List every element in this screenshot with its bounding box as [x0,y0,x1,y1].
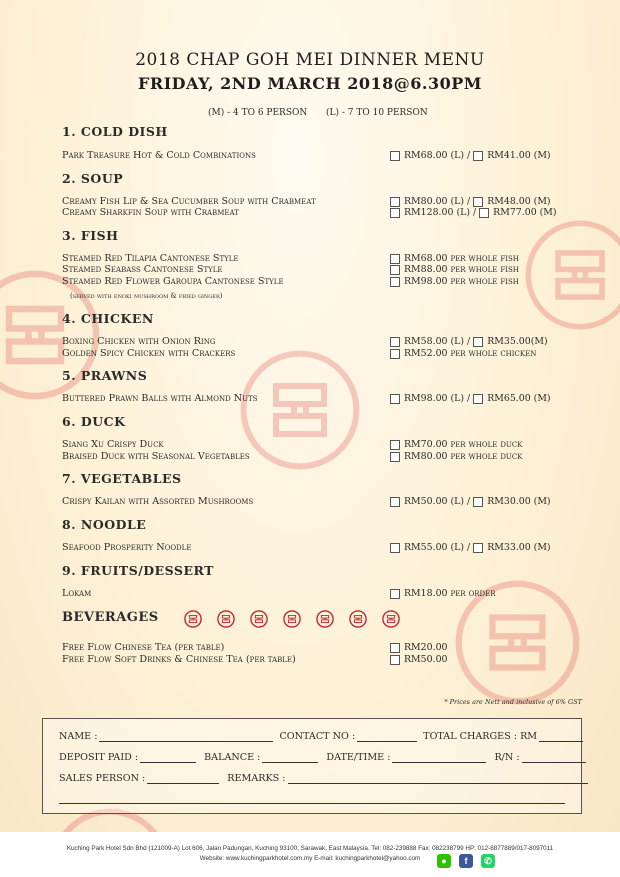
balance-field[interactable] [262,753,318,763]
section-heading-fruits-dessert: 9. FRUITS/DESSERT [62,563,214,578]
order-checkbox[interactable] [390,277,400,287]
rn-field[interactable] [522,753,586,763]
section-heading-noodle: 8. NOODLE [62,517,147,532]
large-checkbox[interactable] [390,543,400,553]
menu-item: Park Treasure Hot & Cold Combinations [62,150,256,161]
balance-label: BALANCE : [204,752,261,763]
serving-note: (served with enoki mushroom & fried ginger) [70,292,223,300]
price-options: RM128.00 (L) / RM77.00 (M) [390,207,557,218]
large-checkbox[interactable] [390,497,400,507]
price-options: RM80.00 (L) / RM48.00 (M) [390,196,551,207]
hotel-contact-web: Website: www.kuchingparkhotel.com.my E-mail: kuchingparkhotel@yahoo.com [199,855,421,862]
menu-item: Braised Duck with Seasonal Vegetables [62,451,250,462]
deco-medallion-icon [525,220,620,330]
section-heading-chicken: 4. CHICKEN [62,311,154,326]
price-option: RM88.00 per whole fish [390,264,519,275]
medallion-icon [316,610,334,628]
price-option: RM80.00 per whole duck [390,451,522,462]
section-heading-cold-dish: 1. COLD DISH [62,124,168,139]
price-option: RM52.00 per whole chicken [390,348,536,359]
menu-date: FRIDAY, 2ND MARCH 2018@6.30PM [138,74,482,93]
medallion-icon [349,610,367,628]
menu-item: Free Flow Chinese Tea (per table) [62,642,225,653]
menu-title: 2018 CHAP GOH MEI DINNER MENU [135,50,485,70]
medium-checkbox[interactable] [473,197,483,207]
section-heading-duck: 6. DUCK [62,414,126,429]
menu-item: Steamed Red Tilapia Cantonese Style [62,253,239,264]
medium-checkbox[interactable] [473,151,483,161]
menu-item: Crispy Kailan with Assorted Mushrooms [62,496,254,507]
price-options: RM68.00 (L) / RM41.00 (M) [390,150,551,161]
menu-item: Boxing Chicken with Onion Ring [62,336,216,347]
menu-item: Siang Xu Crispy Duck [62,439,164,450]
section-heading-vegetables: 7. VEGETABLES [62,471,182,486]
datetime-field[interactable] [392,753,486,763]
price-option: RM70.00 per whole duck [390,439,522,450]
total-charges-label: TOTAL CHARGES : RM [423,731,538,742]
price-option: RM98.00 per whole fish [390,276,519,287]
order-checkbox[interactable] [390,643,400,653]
large-checkbox[interactable] [390,151,400,161]
remarks-extra-line[interactable] [59,803,565,804]
total-charges-field[interactable] [539,732,583,742]
medium-checkbox[interactable] [473,543,483,553]
whatsapp-icon[interactable]: ✆ [481,854,495,868]
large-checkbox[interactable] [390,394,400,404]
medallion-icon [283,610,301,628]
order-checkbox[interactable] [390,440,400,450]
hotel-address: Kuching Park Hotel Sdn Bhd (121009-A) Lot 606, Jalan Padungan, Kuching 93100, Sarawak, East Malaysia. Tel: 082-239888 Fax: 082238799 HP: 012-8877889/017-8097011 [66,845,554,852]
large-checkbox[interactable] [390,208,400,218]
medium-checkbox[interactable] [473,394,483,404]
menu-item: Golden Spicy Chicken with Crackers [62,348,236,359]
rn-label: R/N : [494,752,520,763]
menu-item: Steamed Red Flower Garoupa Cantonese Style [62,276,284,287]
menu-item: Buttered Prawn Balls with Almond Nuts [62,393,258,404]
medallion-icon [184,610,202,628]
medallion-icon [250,610,268,628]
legend-large: (L) - 7 TO 10 PERSON [326,108,428,118]
order-checkbox[interactable] [390,254,400,264]
section-heading-soup: 2. SOUP [62,171,124,186]
large-checkbox[interactable] [390,197,400,207]
datetime-label: DATE/TIME : [326,752,391,763]
wechat-icon[interactable]: ● [437,854,451,868]
legend-medium: (M) - 4 TO 6 PERSON [208,108,308,118]
order-checkbox[interactable] [390,349,400,359]
deposit-field[interactable] [140,753,196,763]
medium-checkbox[interactable] [479,208,489,218]
name-field[interactable] [99,732,273,742]
sales-person-field[interactable] [147,774,219,784]
facebook-icon[interactable]: f [459,854,473,868]
contact-field[interactable] [357,732,417,742]
deposit-label: DEPOSIT PAID : [59,752,139,763]
large-checkbox[interactable] [390,337,400,347]
price-option: RM20.00 [390,642,448,653]
price-options: RM58.00 (L) / RM35.00(M) [390,336,548,347]
section-heading-prawns: 5. PRAWNS [62,368,148,383]
remarks-label: REMARKS : [227,773,286,784]
menu-item: Steamed Seabass Cantonese Style [62,264,223,275]
name-label: NAME : [59,731,98,742]
sales-person-label: SALES PERSON : [59,773,146,784]
medallion-icon [217,610,235,628]
order-checkbox[interactable] [390,655,400,665]
medium-checkbox[interactable] [473,337,483,347]
menu-item: Creamy Sharkfin Soup with Crabmeat [62,207,239,218]
order-checkbox[interactable] [390,589,400,599]
section-heading-fish: 3. FISH [62,228,119,243]
price-options: RM50.00 (L) / RM30.00 (M) [390,496,551,507]
medium-checkbox[interactable] [473,497,483,507]
price-option: RM68.00 per whole fish [390,253,519,264]
menu-item: Seafood Prosperity Noodle [62,542,192,553]
price-options: RM55.00 (L) / RM33.00 (M) [390,542,551,553]
medallion-icon [382,610,400,628]
remarks-field[interactable] [288,774,588,784]
order-form [42,718,582,814]
price-option: RM50.00 [390,654,448,665]
order-checkbox[interactable] [390,265,400,275]
order-checkbox[interactable] [390,452,400,462]
contact-label: CONTACT NO : [279,731,356,742]
menu-item: Lokam [62,588,92,599]
menu-item: Creamy Fish Lip & Sea Cucumber Soup with Crabmeat [62,196,316,207]
deco-medallion-icon [240,350,360,470]
price-option: RM18.00 per order [390,588,496,599]
section-heading-beverages: BEVERAGES [62,610,159,625]
gst-note: * Prices are Nett and inclusive of 6% GST [444,698,582,706]
price-options: RM98.00 (L) / RM65.00 (M) [390,393,551,404]
menu-item: Free Flow Soft Drinks & Chinese Tea (per table) [62,654,296,665]
